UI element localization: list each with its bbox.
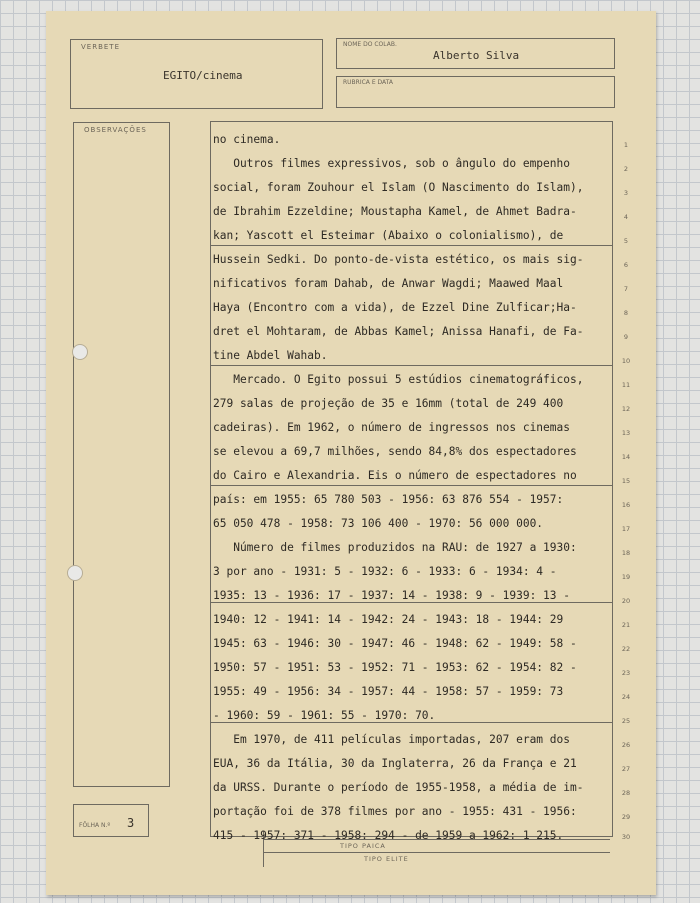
- text-line: social, foram Zouhour el Islam (O Nascimento do Islam),: [213, 181, 584, 194]
- line-number: 24: [621, 693, 631, 701]
- folha-label: FÔLHA N.º: [79, 822, 111, 829]
- tipo-elite-label: TIPO ELITE: [364, 855, 409, 863]
- text-line: se elevou a 69,7 milhões, sendo 84,8% dos espectadores: [213, 445, 577, 458]
- rubrica-box: [336, 76, 615, 108]
- text-line: 1945: 63 - 1946: 30 - 1947: 46 - 1948: 62 - 1949: 58 -: [213, 637, 577, 650]
- verbete-label: VERBETE: [81, 43, 120, 51]
- text-line: Número de filmes produzidos na RAU: de 1927 a 1930:: [213, 541, 577, 554]
- colab-label: NOME DO COLAB.: [343, 41, 397, 48]
- colab-value: Alberto Silva: [433, 49, 520, 62]
- verbete-box: [70, 39, 323, 109]
- text-line: Haya (Encontro com a vida), de Ezzel Dine Zulficar;Ha-: [213, 301, 577, 314]
- line-number: 10: [621, 357, 631, 365]
- line-number: 16: [621, 501, 631, 509]
- line-number: 21: [621, 621, 631, 629]
- typed-sheet: [46, 11, 656, 895]
- text-line: cadeiras). Em 1962, o número de ingressos nos cinemas: [213, 421, 570, 434]
- text-line: 3 por ano - 1931: 5 - 1932: 6 - 1933: 6 - 1934: 4 -: [213, 565, 557, 578]
- line-number: 25: [621, 717, 631, 725]
- text-line: - 1960: 59 - 1961: 55 - 1970: 70.: [213, 709, 436, 722]
- section-divider-4: [210, 602, 613, 603]
- section-divider-5: [210, 722, 613, 723]
- verbete-value: EGITO/cinema: [163, 69, 243, 82]
- text-line: EUA, 36 da Itália, 30 da Inglaterra, 26 da França e 21: [213, 757, 577, 770]
- section-divider-1: [210, 245, 613, 246]
- line-number: 14: [621, 453, 631, 461]
- line-number: 5: [623, 237, 629, 245]
- line-number: 13: [621, 429, 631, 437]
- line-number: 1: [623, 141, 629, 149]
- text-line: tine Abdel Wahab.: [213, 349, 328, 362]
- line-number: 12: [621, 405, 631, 413]
- text-line: kan; Yascott el Esteimar (Abaixo o colonialismo), de: [213, 229, 564, 242]
- line-number: 28: [621, 789, 631, 797]
- footer-line-2: [263, 852, 610, 853]
- line-number: 8: [623, 309, 629, 317]
- folha-box: [73, 804, 149, 837]
- tipo-paica-label: TIPO PAICA: [340, 842, 386, 850]
- text-line: portação foi de 378 filmes por ano - 1955: 431 - 1956:: [213, 805, 577, 818]
- line-number: 11: [621, 381, 631, 389]
- observacoes-label: OBSERVAÇÕES: [84, 126, 147, 134]
- line-number: 2: [623, 165, 629, 173]
- text-line: da URSS. Durante o período de 1955-1958, a média de im-: [213, 781, 584, 794]
- punch-hole-bottom: [67, 565, 83, 581]
- line-number: 7: [623, 285, 629, 293]
- folha-number: 3: [127, 816, 135, 830]
- line-number: 27: [621, 765, 631, 773]
- line-number: 26: [621, 741, 631, 749]
- text-line: Hussein Sedki. Do ponto-de-vista estético, os mais sig-: [213, 253, 584, 266]
- text-line: de Ibrahim Ezzeldine; Moustapha Kamel, de Ahmet Badra-: [213, 205, 577, 218]
- text-line: nificativos foram Dahab, de Anwar Wagdi; Maawed Maal: [213, 277, 564, 290]
- line-number: 20: [621, 597, 631, 605]
- line-number: 29: [621, 813, 631, 821]
- text-line: 415 - 1957: 371 - 1958: 294 - de 1959 a 1962: 1 215.: [213, 829, 564, 842]
- line-number: 23: [621, 669, 631, 677]
- line-number: 22: [621, 645, 631, 653]
- line-number: 15: [621, 477, 631, 485]
- section-divider-3: [210, 485, 613, 486]
- text-line: 1955: 49 - 1956: 34 - 1957: 44 - 1958: 57 - 1959: 73: [213, 685, 564, 698]
- text-line: no cinema.: [213, 133, 281, 146]
- line-number: 18: [621, 549, 631, 557]
- colab-box: [336, 38, 615, 69]
- section-divider-2: [210, 365, 613, 366]
- rubrica-label: RUBRICA E DATA: [343, 79, 393, 86]
- text-line: Mercado. O Egito possui 5 estúdios cinematográficos,: [213, 373, 584, 386]
- line-number: 30: [621, 833, 631, 841]
- text-line: 1935: 13 - 1936: 17 - 1937: 14 - 1938: 9 - 1939: 13 -: [213, 589, 570, 602]
- text-line: 1950: 57 - 1951: 53 - 1952: 71 - 1953: 62 - 1954: 82 -: [213, 661, 577, 674]
- line-number: 6: [623, 261, 629, 269]
- text-line: dret el Mohtaram, de Abbas Kamel; Anissa Hanafi, de Fa-: [213, 325, 584, 338]
- text-line: 65 050 478 - 1958: 73 106 400 - 1970: 56 000 000.: [213, 517, 544, 530]
- line-number: 3: [623, 189, 629, 197]
- text-line: país: em 1955: 65 780 503 - 1956: 63 876 554 - 1957:: [213, 493, 564, 506]
- line-number: 9: [623, 333, 629, 341]
- line-number: 17: [621, 525, 631, 533]
- text-line: Em 1970, de 411 películas importadas, 207 eram dos: [213, 733, 570, 746]
- punch-hole-top: [72, 344, 88, 360]
- line-number: 19: [621, 573, 631, 581]
- text-line: Outros filmes expressivos, sob o ângulo do empenho: [213, 157, 570, 170]
- text-line: 1940: 12 - 1941: 14 - 1942: 24 - 1943: 18 - 1944: 29: [213, 613, 564, 626]
- line-number: 4: [623, 213, 629, 221]
- text-line: do Cairo e Alexandria. Eis o número de espectadores no: [213, 469, 577, 482]
- observacoes-box: [73, 122, 170, 787]
- text-line: 279 salas de projeção de 35 e 16mm (total de 249 400: [213, 397, 564, 410]
